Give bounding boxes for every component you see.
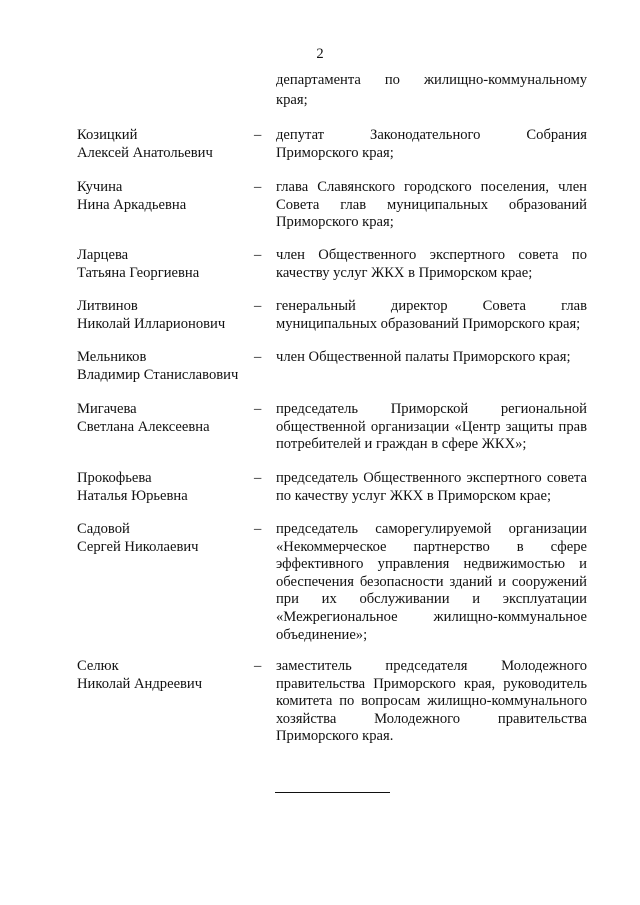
member-name — [77, 127, 247, 162]
member-position — [276, 470, 587, 505]
member-surname: Кучина — [77, 179, 123, 195]
continuation-line: края; — [276, 92, 308, 108]
member-name — [77, 470, 247, 505]
position-line: Приморского края; — [276, 144, 394, 161]
position-line: комитета по вопросам жилищно-коммунального — [276, 693, 587, 710]
member-given-names: Николай Андреевич — [77, 675, 203, 692]
dash-separator: – — [254, 298, 262, 314]
member-given-names: Алексей Анатольевич — [77, 144, 213, 161]
position-line: при их обслуживании и эксплуатации — [276, 591, 587, 608]
continuation-clipped-line: департамента по жилищно-коммунальному — [276, 75, 587, 88]
position-line: член Общественного экспертного совета по — [276, 247, 587, 263]
position-line: эффективного управления недвижимостью и — [276, 556, 587, 573]
position-line: «Некоммерческое партнерство в сфере — [276, 538, 587, 555]
member-given-names: Наталья Юрьевна — [77, 487, 188, 504]
member-position — [276, 658, 587, 746]
position-line: обеспечения безопасности зданий и сооружений — [276, 573, 587, 590]
position-line: председатель Общественного экспертного совета — [276, 470, 587, 486]
position-line: член Общественной палаты Приморского края; — [276, 349, 571, 365]
dash-separator: – — [254, 179, 262, 195]
position-line: депутат Законодательного Собрания — [276, 127, 587, 143]
position-line: Приморского края; — [276, 214, 394, 231]
member-surname: Садовой — [77, 521, 130, 537]
dash-separator: – — [254, 247, 262, 263]
position-line: правительства Приморского края, руководитель — [276, 675, 587, 692]
position-line: по качеству услуг ЖКХ в Приморском крае; — [276, 487, 552, 504]
dash-separator: – — [254, 127, 262, 143]
position-line: «Межрегиональное жилищно-коммунальное — [276, 608, 587, 625]
member-position — [276, 349, 587, 367]
member-given-names: Светлана Алексеевна — [77, 418, 210, 435]
position-line: потребителей и граждан в сфере ЖКХ»; — [276, 436, 527, 453]
member-surname: Ларцева — [77, 247, 129, 263]
dash-separator: – — [254, 470, 262, 486]
member-given-names: Нина Аркадьевна — [77, 196, 187, 213]
position-line: председатель Приморской региональной — [276, 401, 587, 417]
member-name — [77, 247, 247, 282]
member-name — [77, 521, 247, 556]
member-given-names: Николай Илларионович — [77, 315, 226, 332]
member-name — [77, 298, 247, 333]
page-number: 2 — [316, 46, 324, 62]
member-given-names: Владимир Станиславович — [77, 366, 239, 383]
member-name — [77, 349, 247, 384]
member-name — [77, 658, 247, 693]
member-position — [276, 247, 587, 282]
member-given-names: Сергей Николаевич — [77, 538, 199, 555]
position-line: заместитель председателя Молодежного — [276, 658, 587, 674]
member-position — [276, 127, 587, 162]
member-surname: Литвинов — [77, 298, 138, 314]
position-line: председатель саморегулируемой организации — [276, 521, 587, 537]
member-position — [276, 298, 587, 333]
member-name — [77, 179, 247, 214]
member-position — [276, 401, 587, 454]
member-surname: Мельников — [77, 349, 147, 365]
position-line: объединение»; — [276, 626, 368, 643]
dash-separator: – — [254, 521, 262, 537]
dash-separator: – — [254, 349, 262, 365]
member-surname: Селюк — [77, 658, 119, 674]
member-position — [276, 521, 587, 644]
position-line: хозяйства Молодежного правительства — [276, 710, 587, 727]
member-name — [77, 401, 247, 436]
member-surname: Мигачева — [77, 401, 137, 417]
member-given-names: Татьяна Георгиевна — [77, 264, 200, 281]
position-line: Совета глав муниципальных образований — [276, 196, 587, 213]
position-line: общественной организации «Центр защиты прав — [276, 418, 587, 435]
position-line: Приморского края. — [276, 728, 394, 745]
position-line: глава Славянского городского поселения, член — [276, 179, 587, 195]
member-surname: Прокофьева — [77, 470, 152, 486]
member-surname: Козицкий — [77, 127, 138, 143]
closing-rule — [275, 792, 390, 793]
position-line: муниципальных образований Приморского края; — [276, 315, 581, 332]
dash-separator: – — [254, 658, 262, 674]
member-position — [276, 179, 587, 232]
position-line: генеральный директор Совета глав — [276, 298, 587, 314]
dash-separator: – — [254, 401, 262, 417]
position-line: качеству услуг ЖКХ в Приморском крае; — [276, 264, 533, 281]
